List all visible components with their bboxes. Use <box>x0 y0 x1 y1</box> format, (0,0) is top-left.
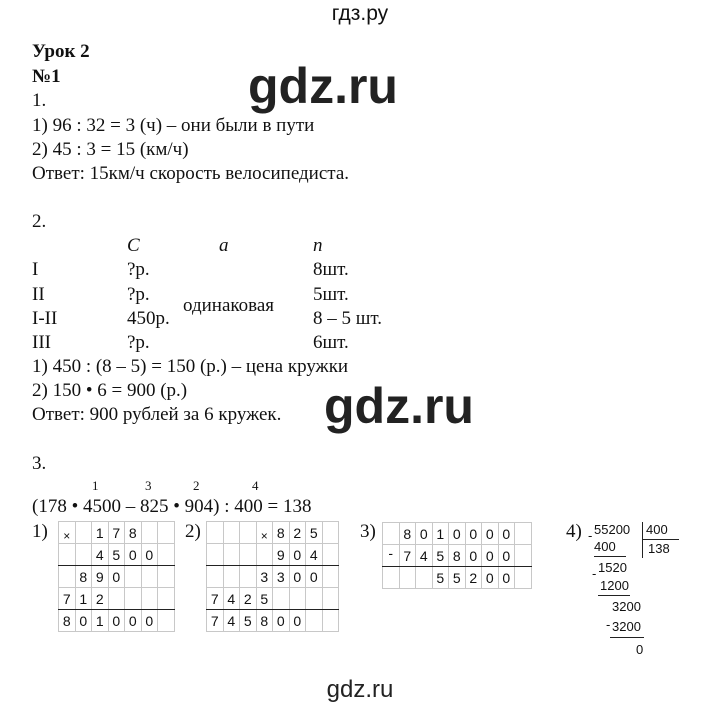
grid-cell <box>515 545 532 567</box>
part1-line: 1) 96 : 32 = 3 (ч) – они были в пути <box>32 115 315 136</box>
grid-cell <box>240 522 257 544</box>
part2-answer: Ответ: 900 рублей за 6 кружек. <box>32 404 282 425</box>
grid-cell <box>223 522 240 544</box>
grid-cell <box>322 544 339 566</box>
grid-cell: 5 <box>449 567 466 589</box>
grid-cell: 4 <box>306 544 323 566</box>
page-header: гдз.ру <box>331 2 389 25</box>
grid-cell: 5 <box>240 610 257 632</box>
grid-cell: 8 <box>273 522 290 544</box>
grid-cell: 1 <box>92 522 109 544</box>
minus-sign: - <box>592 566 597 581</box>
dividend: 55200 <box>594 522 631 537</box>
grid-cell: 0 <box>108 610 125 632</box>
grid-cell <box>306 588 323 610</box>
grid-cell: 2 <box>92 588 109 610</box>
grid-cell <box>75 544 92 566</box>
grid-cell <box>383 567 400 589</box>
column-header-c: C <box>127 235 140 256</box>
minus-sign: - <box>606 617 611 632</box>
grid-cell: 0 <box>498 567 515 589</box>
grid-cell: 0 <box>416 523 433 545</box>
grid-cell <box>273 588 290 610</box>
grid-cell <box>141 522 158 544</box>
calc-label: 1) <box>32 521 48 542</box>
calc-label: 3) <box>360 521 376 542</box>
grid-cell: 0 <box>141 610 158 632</box>
grid-cell <box>59 566 76 588</box>
calc-label: 2) <box>185 521 201 542</box>
grid-cell: 2 <box>240 588 257 610</box>
column-header-n: n <box>313 235 323 256</box>
grid-cell <box>399 567 416 589</box>
row-count: 8шт. <box>313 259 349 280</box>
mult-sign: × <box>59 522 76 544</box>
division-step: 3200 <box>612 619 641 634</box>
row-label: I-II <box>32 308 58 329</box>
grid-cell: 1 <box>432 523 449 545</box>
grid-cell: 2 <box>289 522 306 544</box>
grid-cell: 7 <box>207 588 224 610</box>
expression: (178 • 4500 – 825 • 904) : 400 = 138 <box>32 496 312 517</box>
row-cost: ?р. <box>127 332 150 353</box>
task-number: №1 <box>32 66 61 87</box>
grid-cell <box>240 544 257 566</box>
grid-cell: 0 <box>465 523 482 545</box>
row-cost: ?р. <box>127 284 150 305</box>
grid-cell <box>207 522 224 544</box>
grid-cell: 0 <box>498 523 515 545</box>
grid-cell <box>59 544 76 566</box>
row-cost: ?р. <box>127 259 150 280</box>
grid-cell <box>108 588 125 610</box>
grid-cell <box>141 588 158 610</box>
column-header-a: a <box>219 235 229 256</box>
division-bar <box>642 522 643 558</box>
grid-cell <box>158 566 175 588</box>
grid-cell: 2 <box>465 567 482 589</box>
part1-answer: Ответ: 15км/ч скорость велосипедиста. <box>32 163 349 184</box>
order-mark: 1 <box>92 478 99 493</box>
grid-cell <box>223 544 240 566</box>
minus-sign: - <box>588 528 593 543</box>
grid-cell <box>207 566 224 588</box>
grid-cell: 0 <box>75 610 92 632</box>
row-count: 5шт. <box>313 284 349 305</box>
calc-label: 4) <box>566 521 582 542</box>
minus-sign: - <box>383 545 400 567</box>
grid-cell: 9 <box>92 566 109 588</box>
division-step: 1520 <box>598 560 627 575</box>
quotient-rule <box>643 539 679 540</box>
step-rule <box>594 556 626 557</box>
grid-cell: 1 <box>92 610 109 632</box>
grid-cell: 0 <box>482 545 499 567</box>
lesson-title: Урок 2 <box>32 41 90 62</box>
grid-cell <box>289 588 306 610</box>
grid-cell <box>322 588 339 610</box>
row-cost: 450р. <box>127 308 170 329</box>
order-mark: 3 <box>145 478 152 493</box>
part3-number: 3. <box>32 453 47 474</box>
long-division <box>588 520 688 660</box>
grid-cell: 5 <box>108 544 125 566</box>
grid-cell: 7 <box>207 610 224 632</box>
row-label: I <box>32 259 39 280</box>
grid-cell: 4 <box>223 610 240 632</box>
grid-cell: 0 <box>289 544 306 566</box>
grid-cell: 0 <box>289 610 306 632</box>
divisor: 400 <box>646 522 668 537</box>
grid-cell <box>207 544 224 566</box>
part2-line: 1) 450 : (8 – 5) = 150 (р.) – цена кружки <box>32 356 349 377</box>
grid-cell: 7 <box>399 545 416 567</box>
a-note: одинаковая <box>183 295 275 316</box>
calc2-grid <box>206 521 339 632</box>
grid-cell: 7 <box>59 588 76 610</box>
part2-number: 2. <box>32 211 47 232</box>
calc1-grid <box>58 521 175 632</box>
grid-cell <box>158 522 175 544</box>
grid-cell: 0 <box>465 545 482 567</box>
grid-cell: 9 <box>273 544 290 566</box>
part1-line: 2) 45 : 3 = 15 (км/ч) <box>32 139 189 160</box>
grid-cell: 0 <box>125 610 142 632</box>
grid-cell <box>223 566 240 588</box>
grid-cell: 8 <box>449 545 466 567</box>
calc3-grid <box>382 522 532 589</box>
grid-cell: 8 <box>75 566 92 588</box>
row-label: II <box>32 284 45 305</box>
grid-cell: 4 <box>92 544 109 566</box>
grid-cell <box>416 567 433 589</box>
watermark-middle: gdz.ru <box>324 378 474 434</box>
grid-cell <box>240 566 257 588</box>
grid-cell: 1 <box>75 588 92 610</box>
row-label: III <box>32 332 51 353</box>
grid-cell: 0 <box>482 523 499 545</box>
grid-cell: 8 <box>256 610 273 632</box>
grid-cell: 4 <box>416 545 433 567</box>
watermark-top: gdz.ru <box>248 58 398 114</box>
row-count: 6шт. <box>313 332 349 353</box>
step-rule <box>610 637 644 638</box>
grid-cell: 0 <box>449 523 466 545</box>
grid-cell: 0 <box>125 544 142 566</box>
grid-cell: 0 <box>482 567 499 589</box>
grid-cell: 0 <box>306 566 323 588</box>
grid-cell <box>515 523 532 545</box>
division-step: 1200 <box>600 578 629 593</box>
watermark-bottom: gdz.ru <box>326 676 394 703</box>
grid-cell <box>158 610 175 632</box>
grid-cell: 0 <box>141 544 158 566</box>
grid-cell <box>158 588 175 610</box>
quotient: 138 <box>648 541 670 556</box>
grid-cell <box>383 523 400 545</box>
grid-cell: 0 <box>498 545 515 567</box>
order-mark: 4 <box>252 478 259 493</box>
row-count: 8 – 5 шт. <box>313 308 383 329</box>
grid-cell: 8 <box>59 610 76 632</box>
grid-cell <box>125 566 142 588</box>
order-mark: 2 <box>193 478 200 493</box>
grid-cell <box>515 567 532 589</box>
grid-cell: 5 <box>256 588 273 610</box>
grid-cell <box>256 544 273 566</box>
grid-cell <box>158 544 175 566</box>
grid-cell: 5 <box>306 522 323 544</box>
part1-number: 1. <box>32 90 47 111</box>
grid-cell: 4 <box>223 588 240 610</box>
grid-cell <box>141 566 158 588</box>
grid-cell: 5 <box>432 567 449 589</box>
division-step: 400 <box>594 539 616 554</box>
grid-cell: 8 <box>399 523 416 545</box>
part2-line: 2) 150 • 6 = 900 (р.) <box>32 380 188 401</box>
grid-cell: 3 <box>256 566 273 588</box>
grid-cell <box>322 522 339 544</box>
grid-cell <box>75 522 92 544</box>
grid-cell: 0 <box>273 610 290 632</box>
grid-cell: 3 <box>273 566 290 588</box>
grid-cell: 5 <box>432 545 449 567</box>
division-step: 3200 <box>612 599 641 614</box>
grid-cell <box>322 566 339 588</box>
grid-cell: 7 <box>108 522 125 544</box>
mult-sign: × <box>256 522 273 544</box>
grid-cell: 8 <box>125 522 142 544</box>
grid-cell: 0 <box>289 566 306 588</box>
division-remainder: 0 <box>636 642 644 657</box>
grid-cell <box>322 610 339 632</box>
step-rule <box>598 595 630 596</box>
grid-cell: 0 <box>108 566 125 588</box>
grid-cell <box>306 610 323 632</box>
grid-cell <box>125 588 142 610</box>
